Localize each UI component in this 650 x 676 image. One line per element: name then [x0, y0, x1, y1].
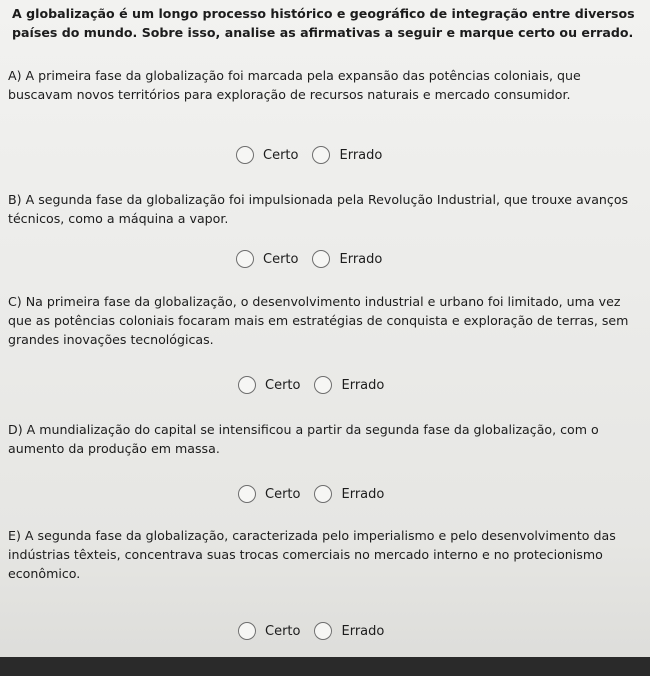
- question-d: [8, 420, 644, 458]
- question-a: [8, 66, 644, 104]
- option-label: Errado: [341, 623, 385, 639]
- bottom-edge: [0, 657, 650, 676]
- answers-c: [238, 376, 388, 394]
- option-certo-c[interactable]: [238, 376, 304, 394]
- option-label: Errado: [341, 486, 385, 502]
- radio-button[interactable]: [314, 376, 332, 394]
- option-errado-b[interactable]: [312, 250, 386, 268]
- option-errado-e[interactable]: [314, 622, 388, 640]
- question-letter: B): [8, 192, 22, 207]
- answers-b: [236, 250, 386, 268]
- radio-button[interactable]: [238, 485, 256, 503]
- question-c: [8, 292, 644, 349]
- intro-text: A globalização é um longo processo histórico e geográfico de integração entre diversos países do mundo. Sobre isso, analise as afirmativas a seguir e marque certo ou errado.: [12, 6, 635, 40]
- option-certo-e[interactable]: [238, 622, 304, 640]
- radio-button[interactable]: [238, 376, 256, 394]
- question-letter: E): [8, 528, 21, 543]
- radio-button[interactable]: [312, 250, 330, 268]
- option-certo-a[interactable]: [236, 146, 302, 164]
- question-e: [8, 526, 644, 583]
- option-label: Certo: [265, 377, 301, 393]
- option-label: Certo: [265, 486, 301, 502]
- option-label: Certo: [263, 251, 299, 267]
- question-text: A segunda fase da globalização, caracterizada pelo imperialismo e pelo desenvolvimento das indústrias têxteis, concentrava suas trocas comerciais no mercado interno e no protecionismo econômico.: [8, 528, 616, 581]
- option-errado-d[interactable]: [314, 485, 388, 503]
- option-label: Certo: [265, 623, 301, 639]
- question-letter: D): [8, 422, 23, 437]
- answers-a: [236, 146, 386, 164]
- option-errado-a[interactable]: [312, 146, 386, 164]
- question-text: A primeira fase da globalização foi marcada pela expansão das potências coloniais, que buscavam novos territórios para exploração de recursos naturais e mercado consumidor.: [8, 68, 581, 102]
- question-text: A segunda fase da globalização foi impulsionada pela Revolução Industrial, que trouxe avanços técnicos, como a máquina a vapor.: [8, 192, 629, 226]
- option-errado-c[interactable]: [314, 376, 388, 394]
- radio-button[interactable]: [314, 622, 332, 640]
- radio-button[interactable]: [314, 485, 332, 503]
- answers-e: [238, 622, 388, 640]
- answers-d: [238, 485, 388, 503]
- question-text: A mundialização do capital se intensificou a partir da segunda fase da globalização, com o aumento da produção em massa.: [8, 422, 599, 456]
- option-label: Errado: [341, 377, 385, 393]
- radio-button[interactable]: [236, 250, 254, 268]
- radio-button[interactable]: [312, 146, 330, 164]
- option-label: Errado: [339, 147, 383, 163]
- question-letter: A): [8, 68, 22, 83]
- option-label: Certo: [263, 147, 299, 163]
- question-b: [8, 190, 644, 228]
- radio-button[interactable]: [238, 622, 256, 640]
- question-letter: C): [8, 294, 22, 309]
- option-certo-d[interactable]: [238, 485, 304, 503]
- question-text: Na primeira fase da globalização, o desenvolvimento industrial e urbano foi limitado, uma vez que as potências coloniais focaram mais em estratégias de conquista e exploração de terras, sem grandes inovações tecnológicas.: [8, 294, 629, 347]
- radio-button[interactable]: [236, 146, 254, 164]
- option-label: Errado: [339, 251, 383, 267]
- option-certo-b[interactable]: [236, 250, 302, 268]
